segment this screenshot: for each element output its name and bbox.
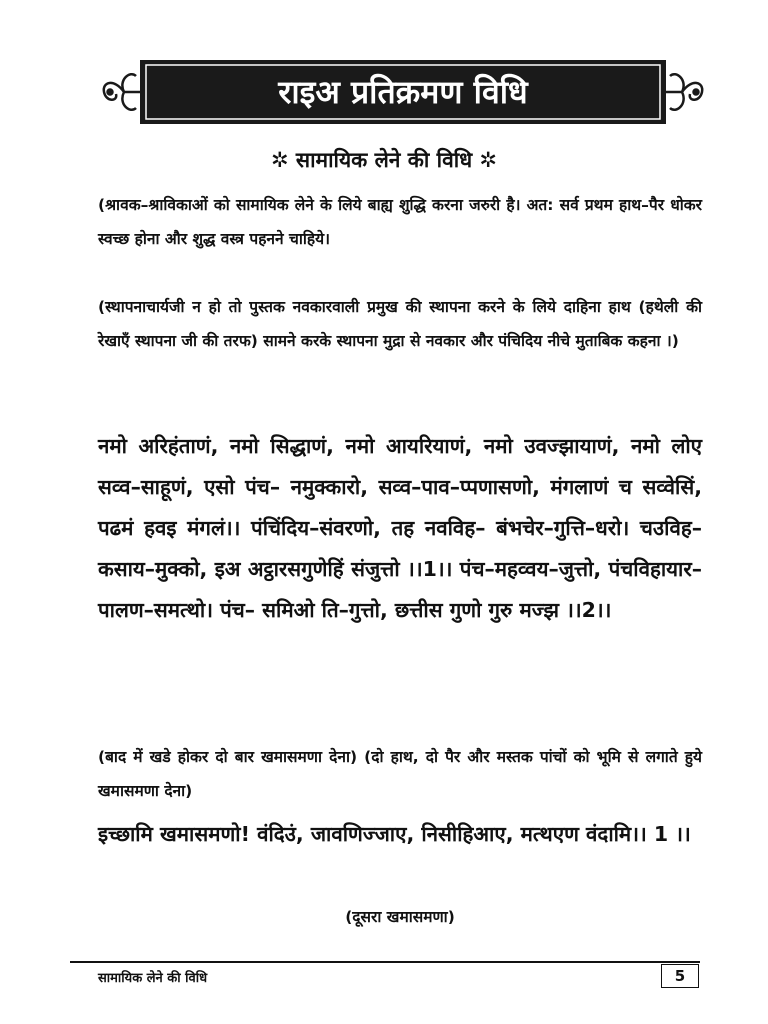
instruction-paragraph-3: (बाद में खडे होकर दो बार खमासमणा देना) (दो हाथ, दो पैर और मस्तक पांचों को भूमि से लगाते हुये खमासमणा देना) (98, 748, 702, 800)
title-banner (100, 58, 706, 126)
instruction-paragraph-1: (श्रावक–श्राविकाओं को सामायिक लेने के लिये बाह्य शुद्धि करना जरुरी है। अत: सर्व प्रथम हाथ–पैर धोकर स्वच्छ होना और शुद्ध वस्त्र पहनने चाहिये। (98, 196, 702, 248)
second-khamasamana-note: (दूसरा खमासमणा) (345, 908, 455, 926)
footer-section-title: सामायिक लेने की विधि (98, 971, 208, 986)
navkar-mantra-text: नमो अरिहंताणं, नमो सिद्धाणं, नमो आयरियाणं, नमो उवज्झायाणं, नमो लोए सव्व–साहूणं, एसो पंच– नमुक्कारो, सव्व–पाव–प्पणासणो, मंगलाणं च सव्वेसिं, पढमं हवइ मंगलं।। पंचिंदिय–संवरणो, तह नवविह– बंभचेर–गुत्ति–धरो। चउविह–कसाय–मुक्को, इअ अट्ठारसगुणेहिं संजुत्तो ।।1।। पंच–महव्वय–जुत्तो, पंचविहायार–पालण–समत्थो। पंच– समिओ ति–गुत्तो, छत्तीस गुणो गुरु मज्झ ।।2।। (98, 434, 702, 622)
page-title: राइअ प्रतिक्रमण विधि (278, 73, 528, 111)
section-heading: ✲ सामायिक लेने की विधि ✲ (270, 148, 498, 172)
khamasamana-text: इच्छामि खमासमणो! वंदिउं, जावणिज्जाए, निसीहिआए, मत्थएण वंदामि।। 1 ।। (98, 822, 691, 846)
instruction-paragraph-2: (स्थापनाचार्यजी न हो तो पुस्तक नवकारवाली प्रमुख की स्थापना करने के लिये दाहिना हाथ (हथेली की रेखाएँ स्थापना जी की तरफ) सामने करके स्थापना मुद्रा से नवकार और पंचिदिय नीचे मुताबिक कहना ।) (98, 298, 702, 350)
footer-divider (70, 961, 700, 963)
page-number: 5 (661, 964, 699, 988)
